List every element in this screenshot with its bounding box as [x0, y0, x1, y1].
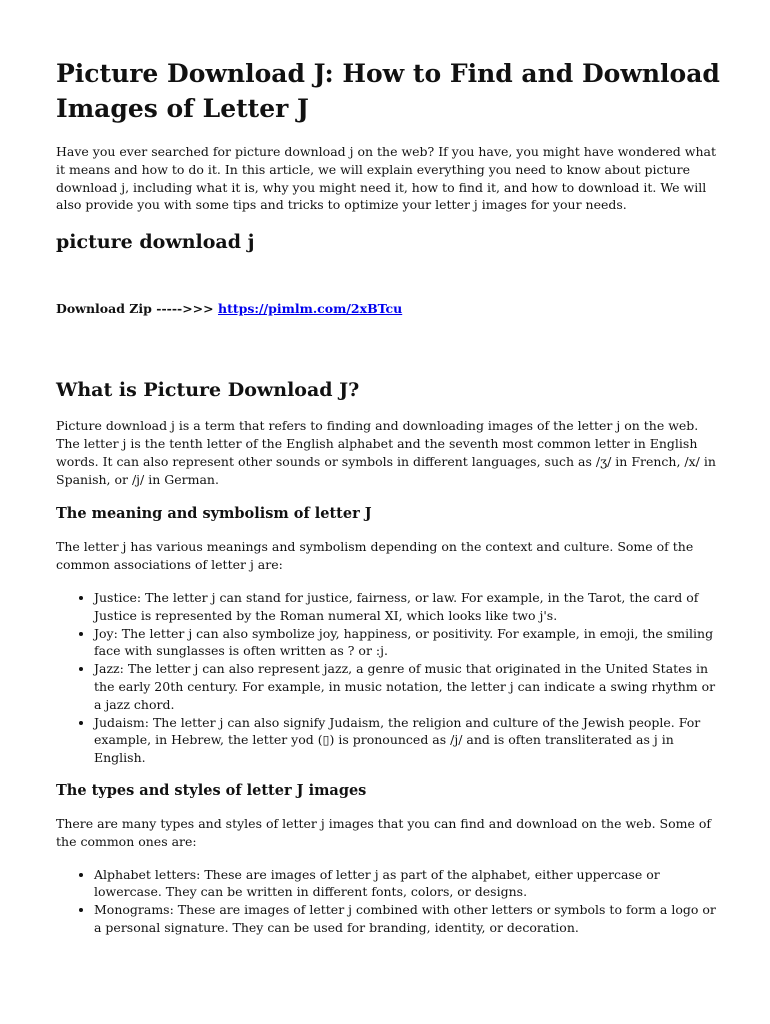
meaning-list [56, 589, 720, 767]
list-item: • Joy: The letter j can also symbolize joy, happiness, or positivity. For example, in emoji, the smiling face with sunglasses is often written as ? or :j. [94, 625, 720, 661]
keyword-heading: picture download j [56, 231, 255, 254]
list-item: • Justice: The letter j can stand for justice, fairness, or law. For example, in the Tarot, the card of Justice is represented by the Roman numeral XI, which looks like two j's. [94, 589, 720, 625]
list-item: • Jazz: The letter j can also represent jazz, a genre of music that originated in the United States in the early 20th century. For example, in music notation, the letter j can indicate a swing rhythm or a jazz chord. [94, 660, 720, 713]
list-item: • Monograms: These are images of letter j combined with other letters or symbols to form a logo or a personal signature. They can be used for branding, identity, or decoration. [94, 901, 720, 937]
intro-paragraph: Have you ever searched for picture download j on the web? If you have, you might have wondered what it means and how to do it. In this article, we will explain everything you need to know about picture download j, including what it is, why you might need it, how to find it, and how to download it. We will also provide you with some tips and tricks to optimize your letter j images for your needs. [56, 144, 716, 213]
page-title: Picture Download J: How to Find and Download Images of Letter J [56, 59, 720, 123]
section-heading-what: What is Picture Download J? [56, 379, 360, 402]
section-meaning-paragraph: The letter j has various meanings and symbolism depending on the context and culture. Some of the common associations of letter j are: [56, 539, 694, 573]
download-link[interactable]: https://pimlm.com/2xBTcu [217, 301, 403, 317]
download-line [56, 300, 720, 318]
types-list [56, 866, 720, 937]
section-types-paragraph: There are many types and styles of letter j images that you can find and download on the web. Some of the common ones are: [56, 815, 711, 849]
section-heading-meaning: The meaning and symbolism of letter J [56, 505, 372, 523]
download-label: Download Zip ----->>> [56, 301, 218, 317]
section-what-paragraph: Picture download j is a term that refers to finding and downloading images of the letter j on the web. The letter j is the tenth letter of the English alphabet and the seventh most common letter in English words. It can also represent other sounds or symbols in different languages, such as /ʒ/ in French, /x/ in Spanish, or /j/ in German. [56, 418, 716, 487]
list-item: • Alphabet letters: These are images of letter j as part of the alphabet, either uppercase or lowercase. They can be written in different fonts, colors, or designs. [94, 866, 720, 902]
article [56, 56, 720, 937]
section-heading-types: The types and styles of letter J images [56, 781, 367, 799]
list-item: • Judaism: The letter j can also signify Judaism, the religion and culture of the Jewish people. For example, in Hebrew, the letter yod (▯) is pronounced as /j/ and is often transliterated as j in English. [94, 714, 720, 767]
